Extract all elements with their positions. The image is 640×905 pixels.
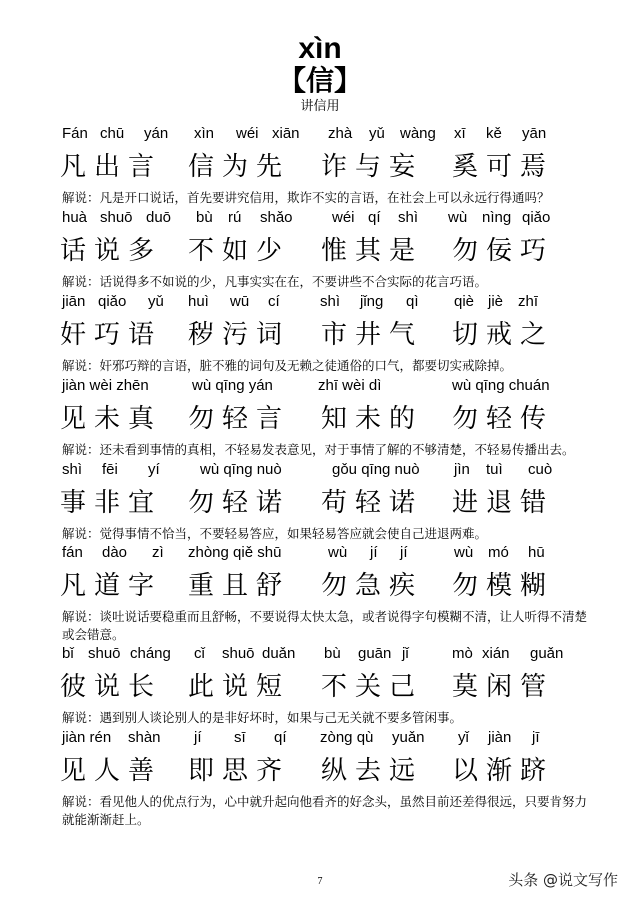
pinyin-syllable: yǐ (458, 729, 469, 746)
pinyin-syllable: qiǎo (98, 293, 127, 310)
verse-phrase: 勿轻传 (452, 404, 555, 434)
pinyin-syllable: qí (368, 209, 381, 226)
pinyin-syllable: wéi (332, 209, 355, 226)
verse-phrase: 勿轻诺 (188, 488, 291, 518)
verse-phrase: 信为先 (188, 152, 291, 182)
verse-stanza (62, 644, 592, 727)
pinyin-syllable: sī (234, 729, 246, 746)
pinyin-syllable: wéi (236, 125, 259, 142)
verse-phrase: 重且舒 (188, 571, 291, 601)
pinyin-syllable: shì (62, 461, 83, 478)
pinyin-syllable: jí (400, 544, 408, 561)
pinyin-syllable: qì (406, 293, 419, 310)
pinyin-syllable: guǎn (530, 645, 564, 662)
pinyin-syllable: wù (454, 544, 474, 561)
verse-phrase: 诈与妄 (321, 152, 424, 182)
pinyin-syllable: cháng (130, 645, 171, 662)
pinyin-syllable: shuō (222, 645, 255, 662)
explanation: 解说：奸邪巧辩的言语，脏不雅的词句及无赖之徒通俗的口气，都要切实戒除掉。 (62, 358, 513, 373)
verse-phrase: 勿模糊 (452, 571, 555, 601)
pinyin-phrase: zhòng qiě shū (188, 544, 282, 561)
pinyin-syllable: qiè (454, 293, 475, 310)
pinyin-syllable: xián (482, 645, 510, 662)
page-heading: 【信】 (277, 64, 362, 97)
explanation: 解说：还未看到事情的真相，不轻易发表意见，对于事情了解的不够清楚，不轻易传播出去。 (62, 442, 575, 457)
pinyin-syllable: nìng (482, 209, 512, 226)
pinyin-phrase: wù qīng nuò (200, 461, 282, 478)
hanzi-row (62, 484, 592, 524)
pinyin-syllable: chū (100, 125, 125, 142)
page-number: 7 (317, 876, 323, 887)
pinyin-syllable: mó (488, 544, 509, 561)
pinyin-syllable: yuǎn (392, 729, 425, 746)
pinyin-syllable: zhī (518, 293, 539, 310)
pinyin-syllable: cǐ (194, 645, 205, 662)
pinyin-syllable: huì (188, 293, 209, 310)
explanation: 解说：看见他人的优点行为，心中就升起向他看齐的好念头，虽然目前还差得很远，只要肯努力就能渐渐赶上。 (62, 794, 588, 827)
pinyin-syllable: shuō (88, 645, 121, 662)
verse-stanza (62, 124, 592, 207)
pinyin-syllable: shì (320, 293, 341, 310)
verse-phrase: 勿佞巧 (452, 236, 555, 266)
pinyin-syllable: jiān (62, 293, 86, 310)
page-subtitle: 讲信用 (300, 99, 340, 114)
verse-phrase: 惟其是 (321, 236, 424, 266)
verse-stanza (62, 208, 592, 291)
explanation: 解说：凡是开口说话，首先要讲究信用，欺诈不实的言语，在社会上可以永远行得通吗？ (62, 190, 550, 205)
explanation: 解说：谈吐说话要稳重而且舒畅，不要说得太快太急，或者说得字句模糊不清，让人听得不清楚或会错意。 (62, 609, 588, 642)
pinyin-phrase: wù qīng chuán (452, 377, 550, 394)
verse-phrase: 不关己 (321, 672, 424, 702)
pinyin-row (62, 543, 592, 565)
pinyin-syllable: jǐng (360, 293, 384, 310)
hanzi-row (62, 232, 592, 272)
verse-phrase: 凡道字 (60, 571, 163, 601)
pinyin-row (62, 124, 592, 146)
verse-phrase: 彼说长 (60, 672, 163, 702)
verse-phrase: 见未真 (60, 404, 163, 434)
pinyin-syllable: yán (144, 125, 169, 142)
pinyin-syllable: mò (452, 645, 473, 662)
pinyin-syllable: jī (532, 729, 540, 746)
pinyin-phrase: zhī wèi dì (318, 377, 382, 394)
pinyin-phrase: wù qīng yán (192, 377, 273, 394)
pinyin-syllable: xìn (194, 125, 215, 142)
explanation: 解说：话说得多不如说的少，凡事实实在在，不要讲些不合实际的花言巧语。 (62, 274, 488, 289)
pinyin-phrase: jiàn wèi zhēn (62, 377, 149, 394)
pinyin-syllable: kě (486, 125, 502, 142)
pinyin-syllable: bǐ (62, 645, 74, 662)
pinyin-syllable: jí (370, 544, 378, 561)
verse-phrase: 不如少 (188, 236, 291, 266)
verse-phrase: 知未的 (321, 404, 424, 434)
verse-phrase: 话说多 (60, 236, 163, 266)
pinyin-syllable: shàn (128, 729, 161, 746)
hanzi-row (62, 567, 592, 607)
verse-phrase: 市井气 (321, 320, 424, 350)
pinyin-syllable: yǔ (148, 293, 164, 310)
pinyin-phrase: jiàn rén (62, 729, 112, 746)
pinyin-syllable: duō (146, 209, 172, 226)
verse-phrase: 苟轻诺 (321, 488, 424, 518)
pinyin-syllable: guān (358, 645, 392, 662)
hanzi-row (62, 148, 592, 188)
page-title-pinyin: xìn (298, 32, 342, 65)
hanzi-row (62, 400, 592, 440)
pinyin-syllable: yí (148, 461, 160, 478)
pinyin-syllable: shuō (100, 209, 133, 226)
pinyin-syllable: rú (228, 209, 242, 226)
pinyin-syllable: huà (62, 209, 88, 226)
pinyin-syllable: jiàn (488, 729, 512, 746)
pinyin-syllable: yǔ (369, 125, 385, 142)
pinyin-syllable: fēi (102, 461, 118, 478)
explanation: 解说：觉得事情不恰当，不要轻易答应，如果轻易答应就会使自己进退两难。 (62, 526, 488, 541)
verse-phrase: 凡出言 (60, 152, 163, 182)
pinyin-row (62, 728, 592, 750)
pinyin-syllable: duǎn (262, 645, 296, 662)
pinyin-syllable: fán (62, 544, 83, 561)
pinyin-syllable: yān (522, 125, 547, 142)
pinyin-syllable: jiè (488, 293, 504, 310)
hanzi-row (62, 752, 592, 792)
verse-stanza (62, 292, 592, 375)
pinyin-syllable: qí (274, 729, 287, 746)
verse-phrase: 即思齐 (188, 756, 291, 786)
verse-phrase: 奸巧语 (60, 320, 163, 350)
pinyin-syllable: dào (102, 544, 128, 561)
pinyin-syllable: zì (152, 544, 164, 561)
pinyin-syllable: cí (268, 293, 280, 310)
verse-phrase: 事非宜 (60, 488, 163, 518)
verse-phrase: 见人善 (60, 756, 163, 786)
verse-phrase: 勿轻言 (188, 404, 291, 434)
pinyin-phrase: gǒu qīng nuò (332, 461, 420, 478)
verse-phrase: 以渐跻 (452, 756, 555, 786)
verse-stanza (62, 728, 592, 829)
verse-phrase: 奚可焉 (452, 152, 555, 182)
watermark: 头条 @说文写作 (504, 868, 622, 891)
pinyin-syllable: hū (528, 544, 545, 561)
pinyin-syllable: tuì (486, 461, 503, 478)
hanzi-row (62, 668, 592, 708)
verse-phrase: 秽污词 (188, 320, 291, 350)
pinyin-row (62, 460, 592, 482)
pinyin-syllable: zhà (328, 125, 353, 142)
pinyin-syllable: Fán (62, 125, 88, 142)
pinyin-syllable: bù (196, 209, 213, 226)
pinyin-syllable: shǎo (260, 209, 293, 226)
pinyin-syllable: xī (454, 125, 466, 142)
pinyin-syllable: bù (324, 645, 341, 662)
pinyin-syllable: xiān (272, 125, 300, 142)
verse-phrase: 进退错 (452, 488, 555, 518)
hanzi-row (62, 316, 592, 356)
pinyin-syllable: wù (448, 209, 468, 226)
pinyin-syllable: wū (230, 293, 250, 310)
pinyin-row (62, 292, 592, 314)
pinyin-row (62, 644, 592, 666)
verse-stanza (62, 543, 592, 644)
verse-stanza (62, 376, 592, 459)
pinyin-syllable: jǐ (402, 645, 409, 662)
verse-phrase: 勿急疾 (321, 571, 424, 601)
pinyin-row (62, 376, 592, 398)
pinyin-syllable: qiǎo (522, 209, 551, 226)
pinyin-syllable: shì (398, 209, 419, 226)
pinyin-syllable: wàng (400, 125, 436, 142)
verse-phrase: 切戒之 (452, 320, 555, 350)
verse-phrase: 纵去远 (321, 756, 424, 786)
pinyin-row (62, 208, 592, 230)
verse-phrase: 莫闲管 (452, 672, 555, 702)
pinyin-syllable: jí (194, 729, 202, 746)
explanation: 解说：遇到别人谈论别人的是非好坏时，如果与己无关就不要多管闲事。 (62, 710, 463, 725)
pinyin-syllable: cuò (528, 461, 553, 478)
pinyin-syllable: wù (328, 544, 348, 561)
verse-stanza (62, 460, 592, 543)
verse-phrase: 此说短 (188, 672, 291, 702)
pinyin-syllable: jìn (454, 461, 470, 478)
pinyin-phrase: zòng qù (320, 729, 374, 746)
